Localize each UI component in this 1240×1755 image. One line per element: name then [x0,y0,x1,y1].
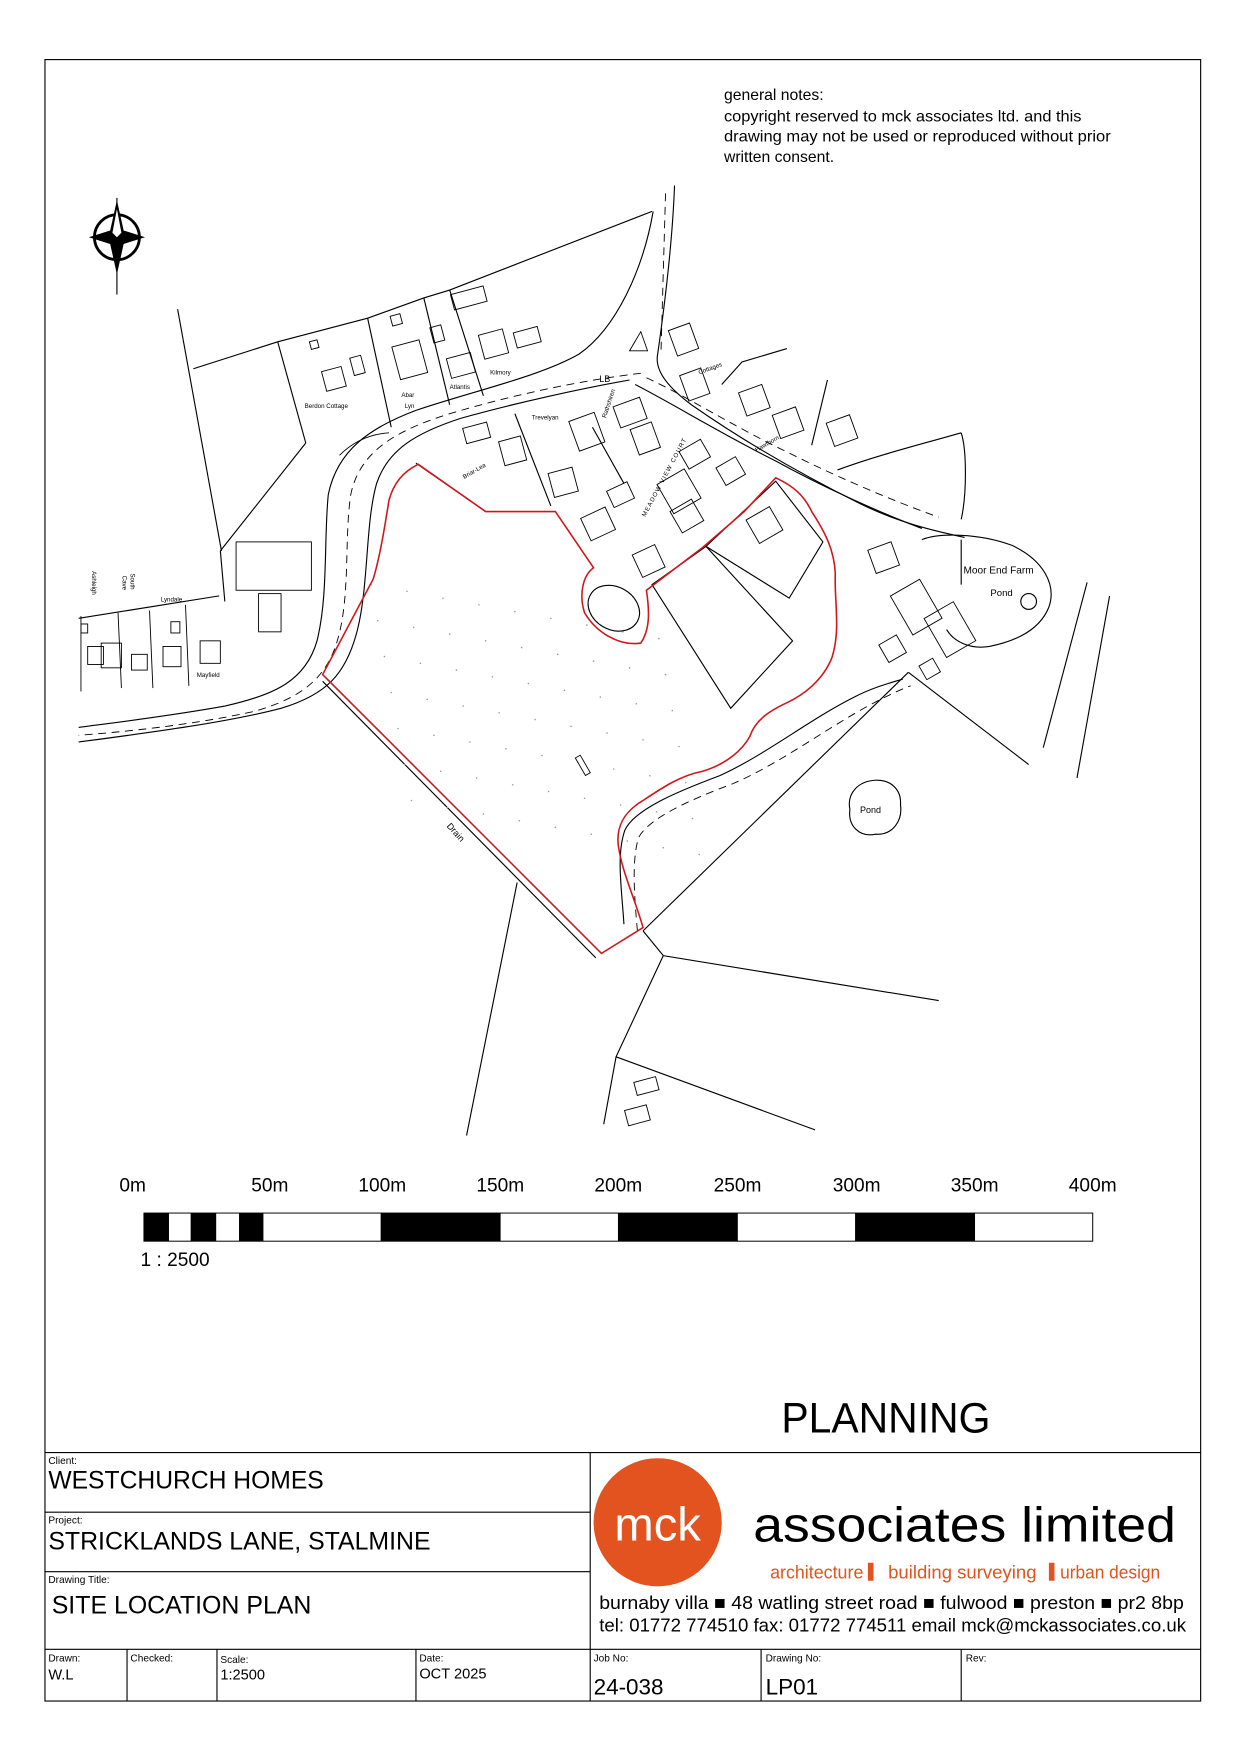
field-dot [406,591,408,593]
map-label: LB [599,374,611,385]
plot-boundary [220,551,224,602]
plot-boundary [79,596,220,618]
checked-label: Checked: [130,1653,174,1665]
client-label: Client: [48,1455,77,1467]
scale-tick-label: 350m [950,1175,999,1197]
map-label: Lyndale [160,596,183,604]
map-label: Briar-Lea [461,461,488,481]
building [868,542,900,574]
field-dot [606,732,608,734]
field-dot [521,647,523,649]
building [163,646,181,666]
building [746,507,783,544]
field-dot [514,611,516,613]
pond [1021,594,1037,610]
field-dot [671,710,673,712]
road-centre-line [79,373,641,735]
notes-heading: general notes: [723,87,824,105]
field-dot [656,811,658,813]
field-dot [447,806,449,808]
building [890,579,942,635]
scale-tick-label: 200m [594,1175,643,1197]
field-dot [384,656,386,658]
field-dot [586,624,588,626]
field-dot [420,663,422,665]
scale-bar-segment [737,1213,855,1241]
service-label: urban design [1060,1561,1161,1583]
field-dot [570,725,572,727]
track-edge [620,679,903,924]
building [581,507,616,541]
building [919,658,940,680]
scale-tick-label: 150m [476,1175,525,1197]
plot-boundary [1043,582,1087,747]
scale-bar-segment [381,1213,500,1241]
field-dot [519,820,521,822]
field-dot [564,690,566,692]
building [513,326,541,348]
field-dot [627,840,629,842]
company-address: burnaby villa ■ 48 watling street road ■ fulwood ■ preston ■ pr2 8bp [599,1591,1184,1613]
company-name: associates limited [753,1497,1176,1553]
scale-bar [119,1176,1116,1271]
drawn-value: W.L [48,1667,74,1684]
scale-tick-label: 50m [251,1175,289,1197]
rev-label: Rev: [965,1653,987,1665]
site-boundary [323,461,837,953]
road-edge [657,186,964,538]
scale-bar-segment [191,1213,216,1241]
map-label: Rathshiren [601,388,618,419]
map-labels [90,361,1033,843]
field-dot [498,712,500,714]
field-dot [483,813,485,815]
field-dot [591,833,593,835]
field-dot [541,755,543,757]
map-label: Pond [990,587,1013,599]
notes-line: drawing may not be used or reproduced without prior [723,128,1111,146]
map-label: Hawthorn [754,434,781,454]
company-block [594,1458,1187,1635]
building [450,286,487,310]
map-label: Pond [860,804,882,815]
building [101,643,121,668]
field-dot [629,667,631,669]
scale-bar-segment [500,1213,618,1241]
scale-tick-labels [119,1176,1116,1197]
field-dot [377,620,379,622]
map-label: Ashleigh [90,571,98,595]
scale-tick-label: 300m [832,1175,881,1197]
sheet-frame [45,60,1201,1701]
building [200,641,220,663]
field-dot [555,827,557,829]
scale-bar-segment [975,1213,1093,1241]
job-no-value: 24-038 [593,1674,664,1700]
building [132,654,148,670]
building [390,314,402,326]
building [171,622,180,633]
map-label: Berdon Cottage [304,403,348,411]
site-map [79,186,1110,1136]
building [716,457,746,486]
field-dot [426,699,428,701]
drawn-label: Drawn: [48,1653,81,1665]
service-separator [868,1563,874,1581]
scale-bar-segment [144,1213,169,1241]
scale-tick-label: 0m [119,1175,146,1197]
scale-tick-label: 100m [358,1175,407,1197]
plot-boundary [812,380,828,445]
field-dot [584,797,586,799]
map-label: Lyn [404,403,415,411]
field-dot [390,692,392,694]
pond [580,576,648,640]
map-label: Mayfield [196,671,220,679]
field-pattern [370,584,700,855]
building [463,422,491,444]
building-outline [706,481,823,598]
field-dot [636,703,638,705]
notes-line: copyright reserved to mck associates ltd. and this [723,108,1082,126]
plot-boundary [118,613,121,688]
drawing-title: SITE LOCATION PLAN [51,1592,312,1620]
boundaries [79,211,1110,1135]
building [924,602,976,658]
field-dot [469,741,471,743]
scale-bar-segments [144,1213,1093,1241]
map-label: South [128,573,136,590]
scale-bar-segment [239,1213,263,1241]
map-label: Atlantis [449,384,470,392]
drawing-title-label: Drawing Title: [48,1574,110,1586]
junction-island [630,332,648,351]
building [81,624,88,633]
building [670,499,704,533]
field-dot [620,804,622,806]
plot-boundary [424,298,450,405]
scale-bar-segment [216,1213,240,1241]
plot-boundary [1077,596,1110,778]
map-label: Abar [401,391,415,399]
plot-boundary [220,443,305,551]
plot-boundary [278,342,306,443]
building [634,1077,659,1096]
field-dot [440,770,442,772]
field-dot [662,847,664,849]
building [625,1105,651,1126]
field-dot [449,633,451,635]
scale-tick-label: 250m [713,1175,762,1197]
building [392,340,428,380]
road-edge [79,211,653,727]
client-name: WESTCHURCH HOMES [48,1467,324,1495]
building [607,482,635,508]
scale-value: 1:2500 [220,1667,266,1684]
road-centre-line [646,378,938,517]
field-boundary [178,309,222,551]
field-dot [397,728,399,730]
field-dot [665,674,667,676]
field-dot [692,818,694,820]
service-label: building surveying [888,1561,1037,1583]
building [350,355,366,375]
plot-boundary [922,535,1051,647]
north-arrow-icon [89,198,145,295]
map-label: Moor End Farm [963,565,1034,577]
building [236,542,311,590]
scale-tick-label: 400m [1068,1175,1117,1197]
building [309,340,319,350]
field-dot [528,683,530,685]
plot-boundary [150,610,153,688]
date-label: Date: [419,1653,444,1665]
field-dot [478,604,480,606]
building [548,467,578,497]
building [499,436,527,466]
field-dot [512,784,514,786]
plot-boundary [515,414,551,506]
drawing-no-value: LP01 [765,1674,819,1700]
field-dot [600,696,602,698]
building [826,415,858,447]
field-dot [593,660,595,662]
plot-boundary [592,427,623,483]
north-letter: N [112,247,122,262]
field-dot [456,669,458,671]
service-label: architecture [770,1561,864,1583]
field-dot [505,748,507,750]
building [772,407,804,439]
project-name: STRICKLANDS LANE, STALMINE [48,1528,431,1556]
field-dot [685,782,687,784]
building [446,352,475,378]
buildings [81,286,976,1126]
project-label: Project: [48,1515,83,1527]
field-dot [433,734,435,736]
scale-bar-segment [618,1213,737,1241]
field-dot [442,597,444,599]
field-marker [575,755,590,775]
map-label: Cottages [697,361,724,377]
field-dot [534,719,536,721]
field-dot [678,746,680,748]
field-dot [550,618,552,620]
general-notes [723,87,1111,166]
field-dot [698,854,700,856]
drawing-status: PLANNING [781,1394,991,1443]
field-dot [485,640,487,642]
job-no-label: Job No: [593,1653,629,1665]
building [879,635,907,663]
building [569,412,605,451]
scale-bar-segment [856,1213,975,1241]
field-boundary [467,883,518,1136]
field-boundary [643,672,908,931]
plot-boundary [961,433,965,520]
field-boundary [908,672,1028,764]
map-label: Cave [120,575,128,591]
field-dot [404,764,406,766]
building [630,422,660,455]
scale-bar-segment [263,1213,381,1241]
lay-by [340,433,389,455]
field-dot [476,777,478,779]
field-boundary [604,956,664,1125]
map-label: Drain [444,820,467,844]
building [668,323,698,356]
scale-ratio: 1 : 2500 [140,1249,210,1271]
drain-line [323,681,596,958]
field-dot [613,768,615,770]
road-edge [79,380,630,742]
field-dot [649,775,651,777]
building [738,384,770,416]
date-value: OCT 2025 [419,1666,487,1683]
building [613,397,647,428]
map-label: MEADOW VIEW COURT [640,436,689,519]
field-dot [658,638,660,640]
map-label: Trevelyan [531,414,559,422]
field-dot [462,705,464,707]
field-dot [413,627,415,629]
service-separator [1049,1563,1055,1581]
scale-bar-segment [169,1213,191,1241]
drawing-no-label: Drawing No: [765,1653,822,1665]
building [478,329,508,359]
scale-label: Scale: [220,1654,249,1666]
field-dot [557,654,559,656]
building [632,545,665,578]
building [259,594,281,632]
company-contact: tel: 01772 774510 fax: 01772 774511 email mck@mckassociates.co.uk [599,1614,1187,1636]
field-dot [642,739,644,741]
ponds [575,576,1036,835]
field-boundary [643,931,939,1001]
building [321,366,346,391]
plot-boundary [368,318,392,427]
plot-boundary [450,290,484,396]
field-dot [492,676,494,678]
plot-boundary [722,349,787,385]
notes-line: written consent. [723,148,835,166]
plot-boundary [193,211,652,368]
field-dot [411,800,413,802]
map-label: Kilmory [490,369,511,377]
field-dot [548,791,550,793]
company-logo-text: mck [614,1498,701,1552]
plot-boundary [185,605,188,686]
